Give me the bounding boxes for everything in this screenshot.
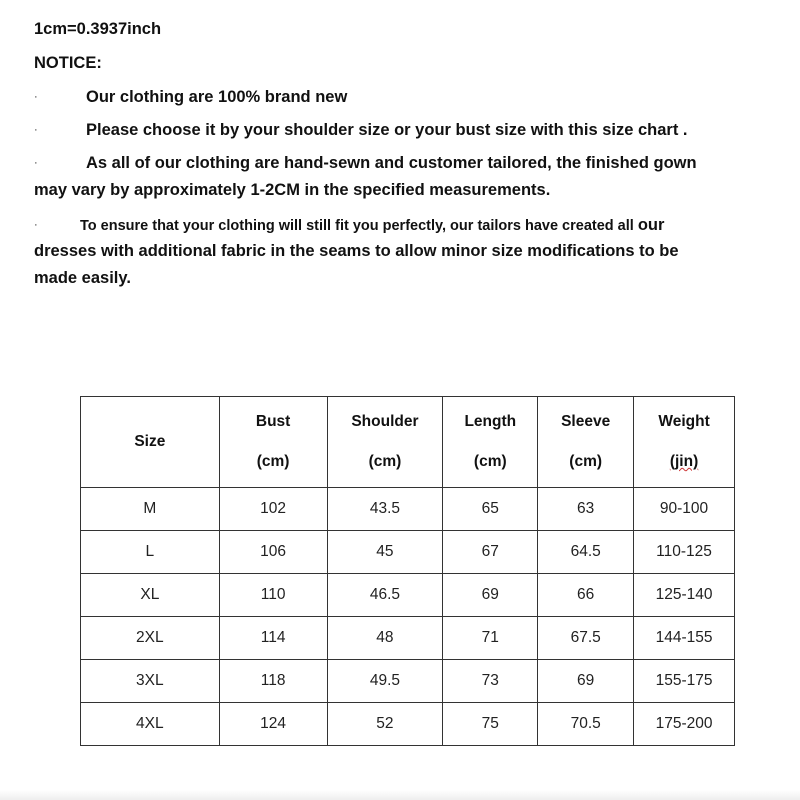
cell-size: 2XL xyxy=(81,617,220,660)
table-row xyxy=(81,660,735,703)
cell-size: 3XL xyxy=(81,660,220,703)
cell-bust: 106 xyxy=(219,531,327,574)
cell-weight: 144-155 xyxy=(634,617,735,660)
cell-bust: 118 xyxy=(219,660,327,703)
size-chart-table xyxy=(80,396,735,746)
size-chart-header-row xyxy=(81,397,735,488)
table-row xyxy=(81,531,735,574)
cell-shoulder: 45 xyxy=(327,531,443,574)
notice-item-fit-line1 xyxy=(80,215,664,236)
header-shoulder-label: Shoulder xyxy=(351,413,419,430)
cell-sleeve: 67.5 xyxy=(538,617,634,660)
cell-shoulder: 52 xyxy=(327,703,443,746)
header-size xyxy=(81,397,220,488)
table-row xyxy=(81,703,735,746)
cell-bust: 102 xyxy=(219,488,327,531)
notice-item-fit-line1-a: To ensure that your clothing will still fit you perfectly, our tailors have created all xyxy=(80,218,634,234)
cell-sleeve: 69 xyxy=(538,660,634,703)
bullet-3: · xyxy=(34,157,38,169)
header-sleeve-label: Sleeve xyxy=(561,413,611,430)
header-weight xyxy=(634,397,735,488)
header-sleeve xyxy=(538,397,634,488)
cell-length: 71 xyxy=(443,617,538,660)
cell-shoulder: 48 xyxy=(327,617,443,660)
cell-shoulder: 49.5 xyxy=(327,660,443,703)
cell-weight: 110-125 xyxy=(634,531,735,574)
cell-sleeve: 64.5 xyxy=(538,531,634,574)
cell-weight: 125-140 xyxy=(634,574,735,617)
header-length-unit: (cm) xyxy=(473,453,507,470)
cell-size: L xyxy=(81,531,220,574)
unit-conversion: 1cm=0.3937inch xyxy=(34,20,162,38)
cell-bust: 124 xyxy=(219,703,327,746)
cell-length: 75 xyxy=(443,703,538,746)
notice-item-fit-line3: made easily. xyxy=(34,269,131,287)
cell-length: 67 xyxy=(443,531,538,574)
cell-size: M xyxy=(81,488,220,531)
cell-weight: 90-100 xyxy=(634,488,735,531)
page-bottom-edge xyxy=(0,790,800,800)
header-shoulder xyxy=(327,397,443,488)
header-length-label: Length xyxy=(464,413,517,430)
bullet-2: · xyxy=(34,124,38,136)
header-length xyxy=(443,397,538,488)
notice-item-fit-line1-b: our xyxy=(637,216,665,234)
table-row xyxy=(81,574,735,617)
cell-shoulder: 46.5 xyxy=(327,574,443,617)
cell-bust: 110 xyxy=(219,574,327,617)
cell-size: XL xyxy=(81,574,220,617)
table-row xyxy=(81,617,735,660)
header-weight-unit: (jin) xyxy=(669,453,699,470)
table-row xyxy=(81,488,735,531)
cell-weight: 175-200 xyxy=(634,703,735,746)
cell-length: 65 xyxy=(443,488,538,531)
notice-item-new: Our clothing are 100% brand new xyxy=(86,88,348,106)
bullet-4: · xyxy=(34,219,38,231)
notice-item-fit-line2: dresses with additional fabric in the seams to allow minor size modifications to be xyxy=(34,242,679,260)
cell-size: 4XL xyxy=(81,703,220,746)
header-bust-unit: (cm) xyxy=(256,453,290,470)
cell-weight: 155-175 xyxy=(634,660,735,703)
header-bust xyxy=(219,397,327,488)
bullet-1: · xyxy=(34,91,38,103)
cell-sleeve: 70.5 xyxy=(538,703,634,746)
header-size-label: Size xyxy=(134,433,166,450)
cell-sleeve: 63 xyxy=(538,488,634,531)
notice-item-choose-size: Please choose it by your shoulder size or your bust size with this size chart . xyxy=(86,121,688,139)
cell-shoulder: 43.5 xyxy=(327,488,443,531)
cell-sleeve: 66 xyxy=(538,574,634,617)
notice-item-handsewn-line2: may vary by approximately 1-2CM in the specified measurements. xyxy=(34,181,551,199)
header-sleeve-unit: (cm) xyxy=(569,453,603,470)
header-bust-label: Bust xyxy=(255,413,291,430)
header-shoulder-unit: (cm) xyxy=(368,453,402,470)
cell-length: 73 xyxy=(443,660,538,703)
cell-length: 69 xyxy=(443,574,538,617)
notice-heading: NOTICE: xyxy=(34,54,102,72)
notice-item-handsewn-line1: As all of our clothing are hand-sewn and customer tailored, the finished gown xyxy=(86,154,697,172)
cell-bust: 114 xyxy=(219,617,327,660)
header-weight-label: Weight xyxy=(658,413,710,430)
